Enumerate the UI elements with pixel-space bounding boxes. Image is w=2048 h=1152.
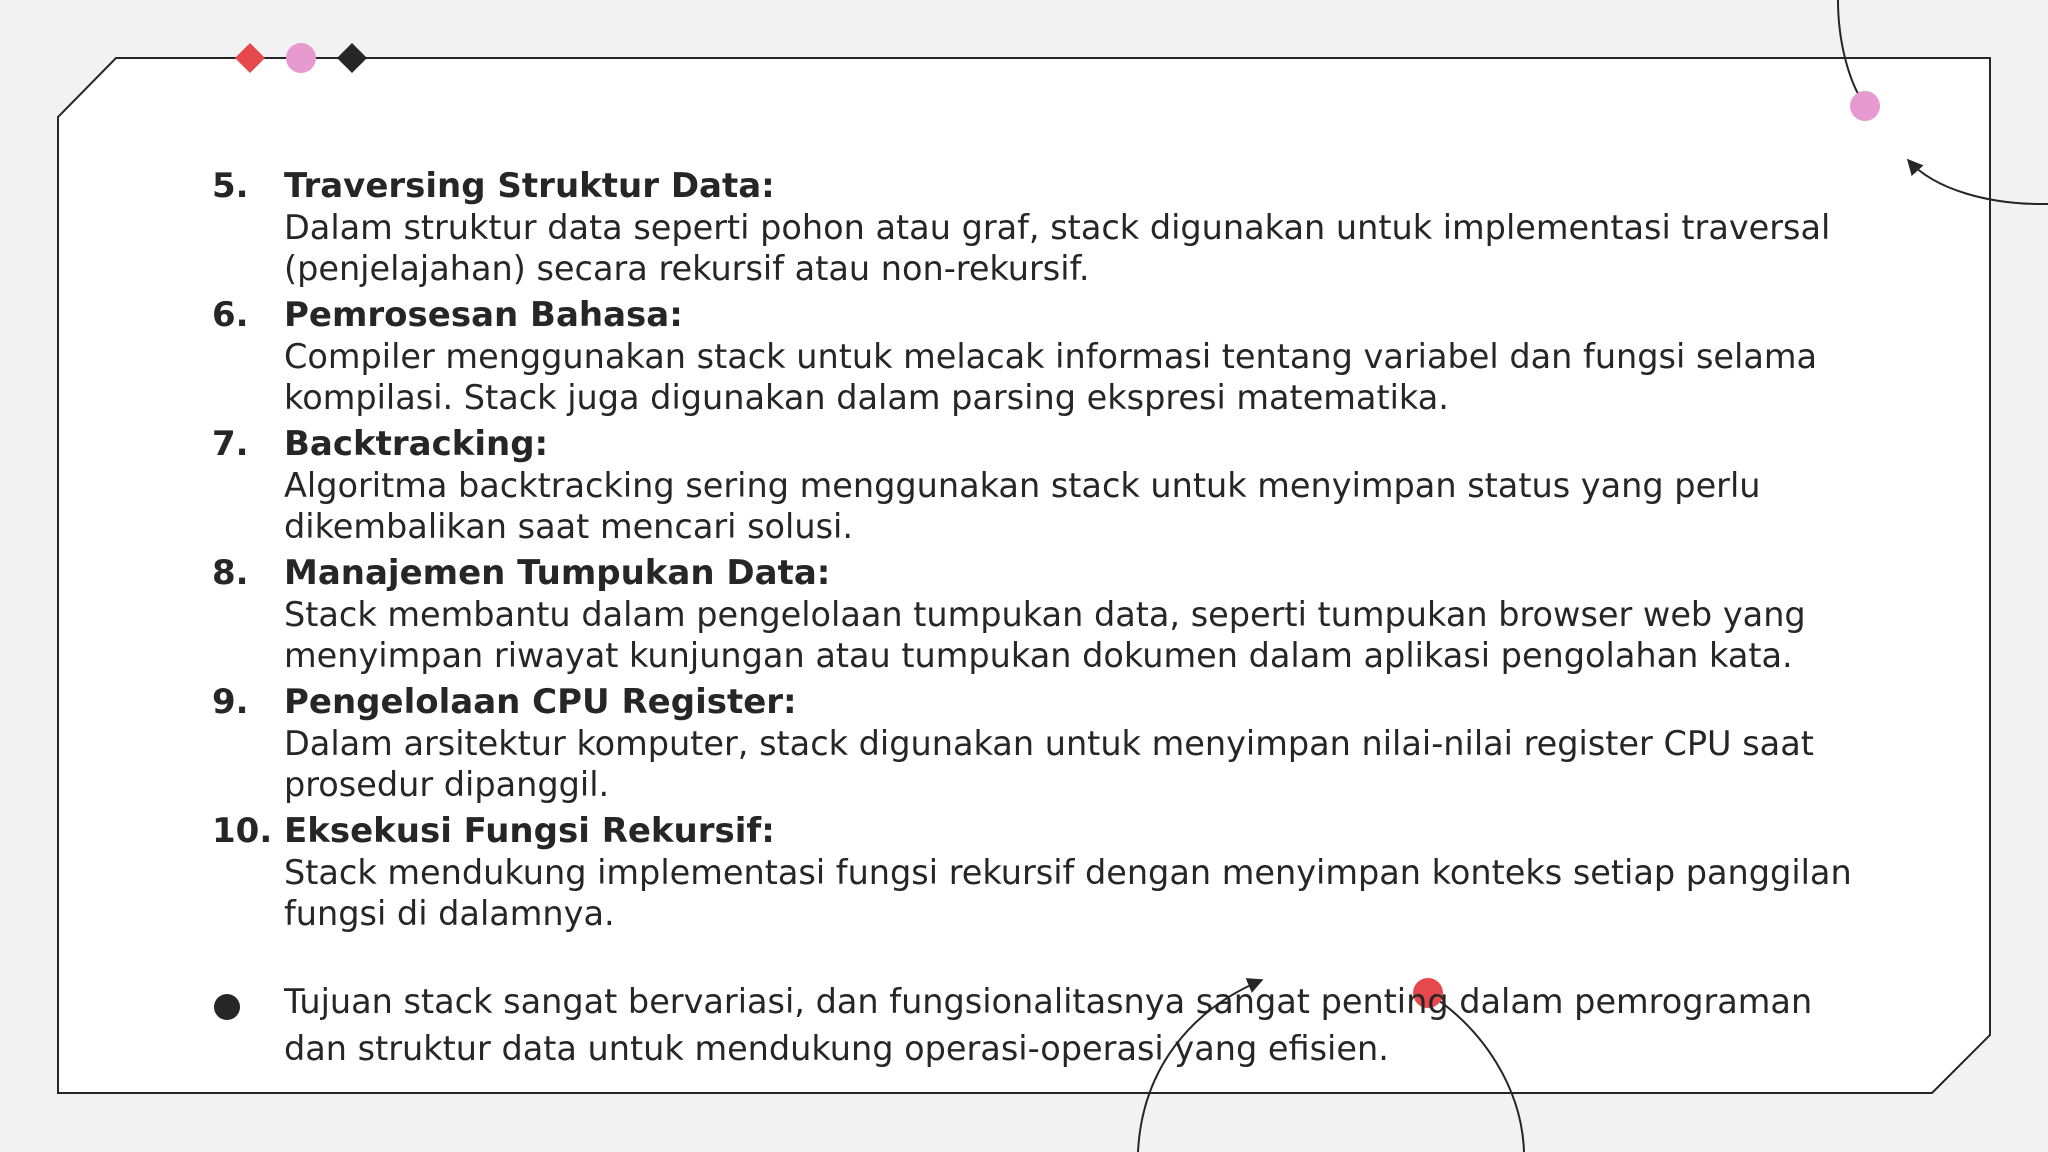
top-right-pink-dot-icon xyxy=(1850,91,1880,121)
bullet-dot-icon xyxy=(214,994,240,1020)
list-item-description: Dalam arsitektur komputer, stack digunakan untuk menyimpan nilai-nilai register CPU saat prosedur dipanggil. xyxy=(284,724,1814,804)
list-item-number: 8. xyxy=(212,553,249,593)
pink-dot-icon xyxy=(286,43,316,73)
list-item xyxy=(212,166,1852,289)
list-item-number: 9. xyxy=(212,682,249,722)
list-item-description: Dalam struktur data seperti pohon atau graf, stack digunakan untuk implementasi traversal (penjelajahan) secara rekursif atau non-rekursif. xyxy=(284,208,1831,288)
list-item-description: Algoritma backtracking sering menggunakan stack untuk menyimpan status yang perlu dikembalikan saat mencari solusi. xyxy=(284,466,1761,546)
list-item-title: Eksekusi Fungsi Rekursif: xyxy=(284,811,775,851)
list-item-description: Stack mendukung implementasi fungsi rekursif dengan menyimpan konteks setiap panggilan fungsi di dalamnya. xyxy=(284,853,1852,933)
list-item-title: Traversing Struktur Data: xyxy=(284,166,775,206)
list-item xyxy=(212,424,1852,547)
list-item-title: Pengelolaan CPU Register: xyxy=(284,682,797,722)
list-item xyxy=(212,682,1852,805)
list-item-description: Compiler menggunakan stack untuk melacak informasi tentang variabel dan fungsi selama kompilasi. Stack juga digunakan dalam parsing ekspresi matematika. xyxy=(284,337,1818,417)
list-item-number: 6. xyxy=(212,295,249,335)
list-item-number: 5. xyxy=(212,166,249,206)
list-item-description: Stack membantu dalam pengelolaan tumpukan data, seperti tumpukan browser web yang menyimpan riwayat kunjungan atau tumpukan dokumen dalam aplikasi pengolahan kata. xyxy=(284,595,1806,675)
summary-text: Tujuan stack sangat bervariasi, dan fungsionalitasnya sangat penting dalam pemrograman dan struktur data untuk mendukung operasi-operasi yang efisien. xyxy=(284,982,1813,1068)
slide-content xyxy=(212,166,1852,1072)
list-item-number: 7. xyxy=(212,424,249,464)
list-item-title: Pemrosesan Bahasa: xyxy=(284,295,683,335)
summary-bullet xyxy=(212,978,1852,1072)
list-item-number: 10. xyxy=(212,811,273,851)
list-item xyxy=(212,295,1852,418)
list-item xyxy=(212,811,1852,934)
list-item xyxy=(212,553,1852,676)
list-item-title: Manajemen Tumpukan Data: xyxy=(284,553,831,593)
list-item-title: Backtracking: xyxy=(284,424,549,464)
